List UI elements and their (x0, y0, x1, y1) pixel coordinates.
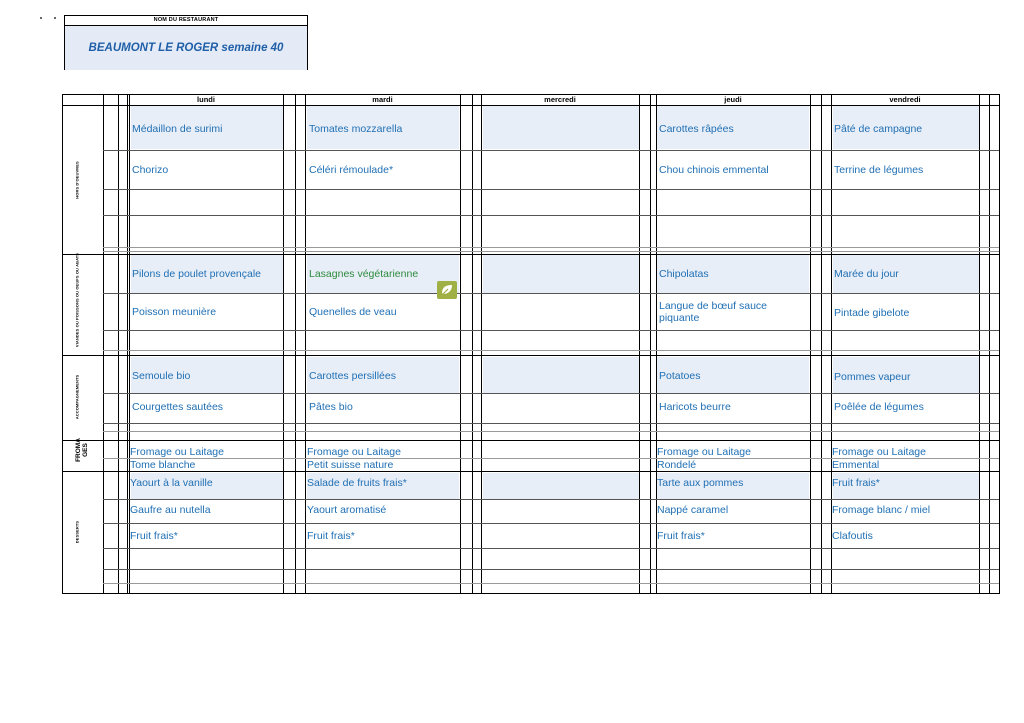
day-header-jeudi: jeudi (724, 95, 742, 104)
grid-line (979, 95, 980, 593)
grid-line (103, 247, 999, 248)
menu-item: Clafoutis (832, 530, 873, 542)
shade (483, 357, 639, 393)
grid-line (129, 95, 130, 593)
menu-item: Quenelles de veau (309, 306, 397, 318)
scan-mark (40, 17, 42, 19)
grid-line (63, 471, 999, 472)
grid-line (810, 95, 811, 593)
category-hors-doeuvres: HORS D'OEUVRES (74, 161, 80, 199)
menu-item: Chorizo (132, 164, 169, 176)
grid-line (103, 523, 999, 524)
grid-line (305, 95, 306, 593)
grid-line (103, 423, 999, 424)
day-header-mercredi: mercredi (544, 95, 576, 104)
menu-item: Courgettes sautées (132, 401, 224, 413)
grid-line (103, 548, 999, 549)
grid-line (103, 215, 999, 216)
shade (483, 105, 639, 149)
day-header-lundi: lundi (197, 95, 215, 104)
menu-item: Semoule bio (132, 370, 191, 382)
grid-line (127, 95, 128, 593)
menu-item: Fruit frais* (307, 530, 355, 542)
grid-line (103, 393, 999, 394)
menu-item: Fromage ou Laitage (657, 446, 751, 458)
menu-item: Terrine de légumes (834, 164, 924, 176)
grid-line (639, 95, 640, 593)
grid-line (831, 95, 832, 593)
menu-item: Rondelé (657, 459, 697, 471)
menu-item: Tomates mozzarella (309, 123, 403, 135)
category-desserts: DESSERTS (74, 520, 80, 544)
menu-item: Marée du jour (834, 268, 899, 280)
grid-line (103, 330, 999, 331)
shade (483, 255, 639, 293)
category-accompagnements: ACCOMPAGNEMENTS (74, 374, 80, 420)
grid-line (295, 95, 296, 593)
grid-line (118, 95, 119, 593)
menu-item: Pommes vapeur (834, 371, 911, 383)
menu-item: Potatoes (659, 370, 701, 382)
menu-item: Pilons de poulet provençale (132, 268, 262, 280)
menu-item: Carottes râpées (659, 123, 734, 135)
grid-line (481, 95, 482, 593)
menu-item: Yaourt à la vanille (130, 477, 213, 489)
vegetarian-leaf-icon (437, 281, 457, 299)
day-header-mardi: mardi (372, 95, 393, 104)
menu-item: Nappé caramel (657, 504, 729, 516)
menu-item: Céléri rémoulade* (309, 164, 394, 176)
menu-item: Gaufre au nutella (130, 504, 211, 516)
menu-item: Tome blanche (130, 459, 196, 471)
menu-item: Langue de bœuf sauce piquante (659, 300, 767, 324)
menu-item: Médaillon de surimi (132, 123, 223, 135)
scan-mark (54, 17, 56, 19)
grid-line (103, 499, 999, 500)
menu-item: Fromage ou Laitage (307, 446, 401, 458)
category-fromages: FROMA GES (75, 438, 89, 462)
grid-line (63, 105, 999, 106)
category-viandes: VIANDES OU POISSONS OU OEUFS OU ABATS (74, 252, 80, 348)
grid-line (989, 95, 990, 593)
menu-item: Emmental (832, 459, 880, 471)
menu-item: Pâtes bio (309, 401, 353, 413)
restaurant-name: BEAUMONT LE ROGER semaine 40 (65, 26, 307, 70)
grid-line (103, 189, 999, 190)
menu-item: Fromage ou Laitage (130, 446, 224, 458)
menu-item: Carottes persillées (309, 370, 396, 382)
grid-line (103, 150, 999, 151)
grid-line (650, 95, 651, 593)
menu-item: Pintade gibelote (834, 307, 910, 319)
grid-line (821, 95, 822, 593)
menu-item: Chou chinois emmental (659, 164, 769, 176)
menu-grid (62, 94, 1000, 594)
grid-line (103, 583, 999, 584)
menu-item: Haricots beurre (659, 401, 731, 413)
menu-item: Tarte aux pommes (657, 477, 744, 489)
grid-line (283, 95, 284, 593)
restaurant-box (64, 15, 308, 70)
grid-line (63, 355, 999, 356)
menu-item: Poêlée de légumes (834, 401, 924, 413)
menu-item: Yaourt aromatisé (307, 504, 387, 516)
grid-line (460, 95, 461, 593)
menu-item: Fruit frais* (130, 530, 178, 542)
grid-line (63, 254, 999, 255)
grid-line (63, 440, 999, 441)
grid-line (103, 251, 999, 252)
menu-item: Salade de fruits frais* (307, 477, 407, 489)
restaurant-label: NOM DU RESTAURANT (65, 16, 307, 26)
grid-line (103, 569, 999, 570)
grid-line (103, 95, 104, 593)
menu-item: Poisson meunière (132, 306, 217, 318)
grid-line (472, 95, 473, 593)
menu-item: Fruit frais* (657, 530, 705, 542)
grid-line (103, 350, 999, 351)
grid-line (103, 431, 999, 432)
menu-item: Fromage blanc / miel (832, 504, 931, 516)
menu-item: Petit suisse nature (307, 459, 394, 471)
grid-line (656, 95, 657, 593)
menu-item-vegetarian: Lasagnes végétarienne (309, 268, 419, 280)
menu-item: Pâté de campagne (834, 123, 923, 135)
menu-item: Fromage ou Laitage (832, 446, 926, 458)
shade (483, 473, 639, 499)
grid-line (103, 293, 999, 294)
day-header-vendredi: vendredi (889, 95, 921, 104)
menu-item: Fruit frais* (832, 477, 880, 489)
menu-item: Chipolatas (659, 268, 709, 280)
